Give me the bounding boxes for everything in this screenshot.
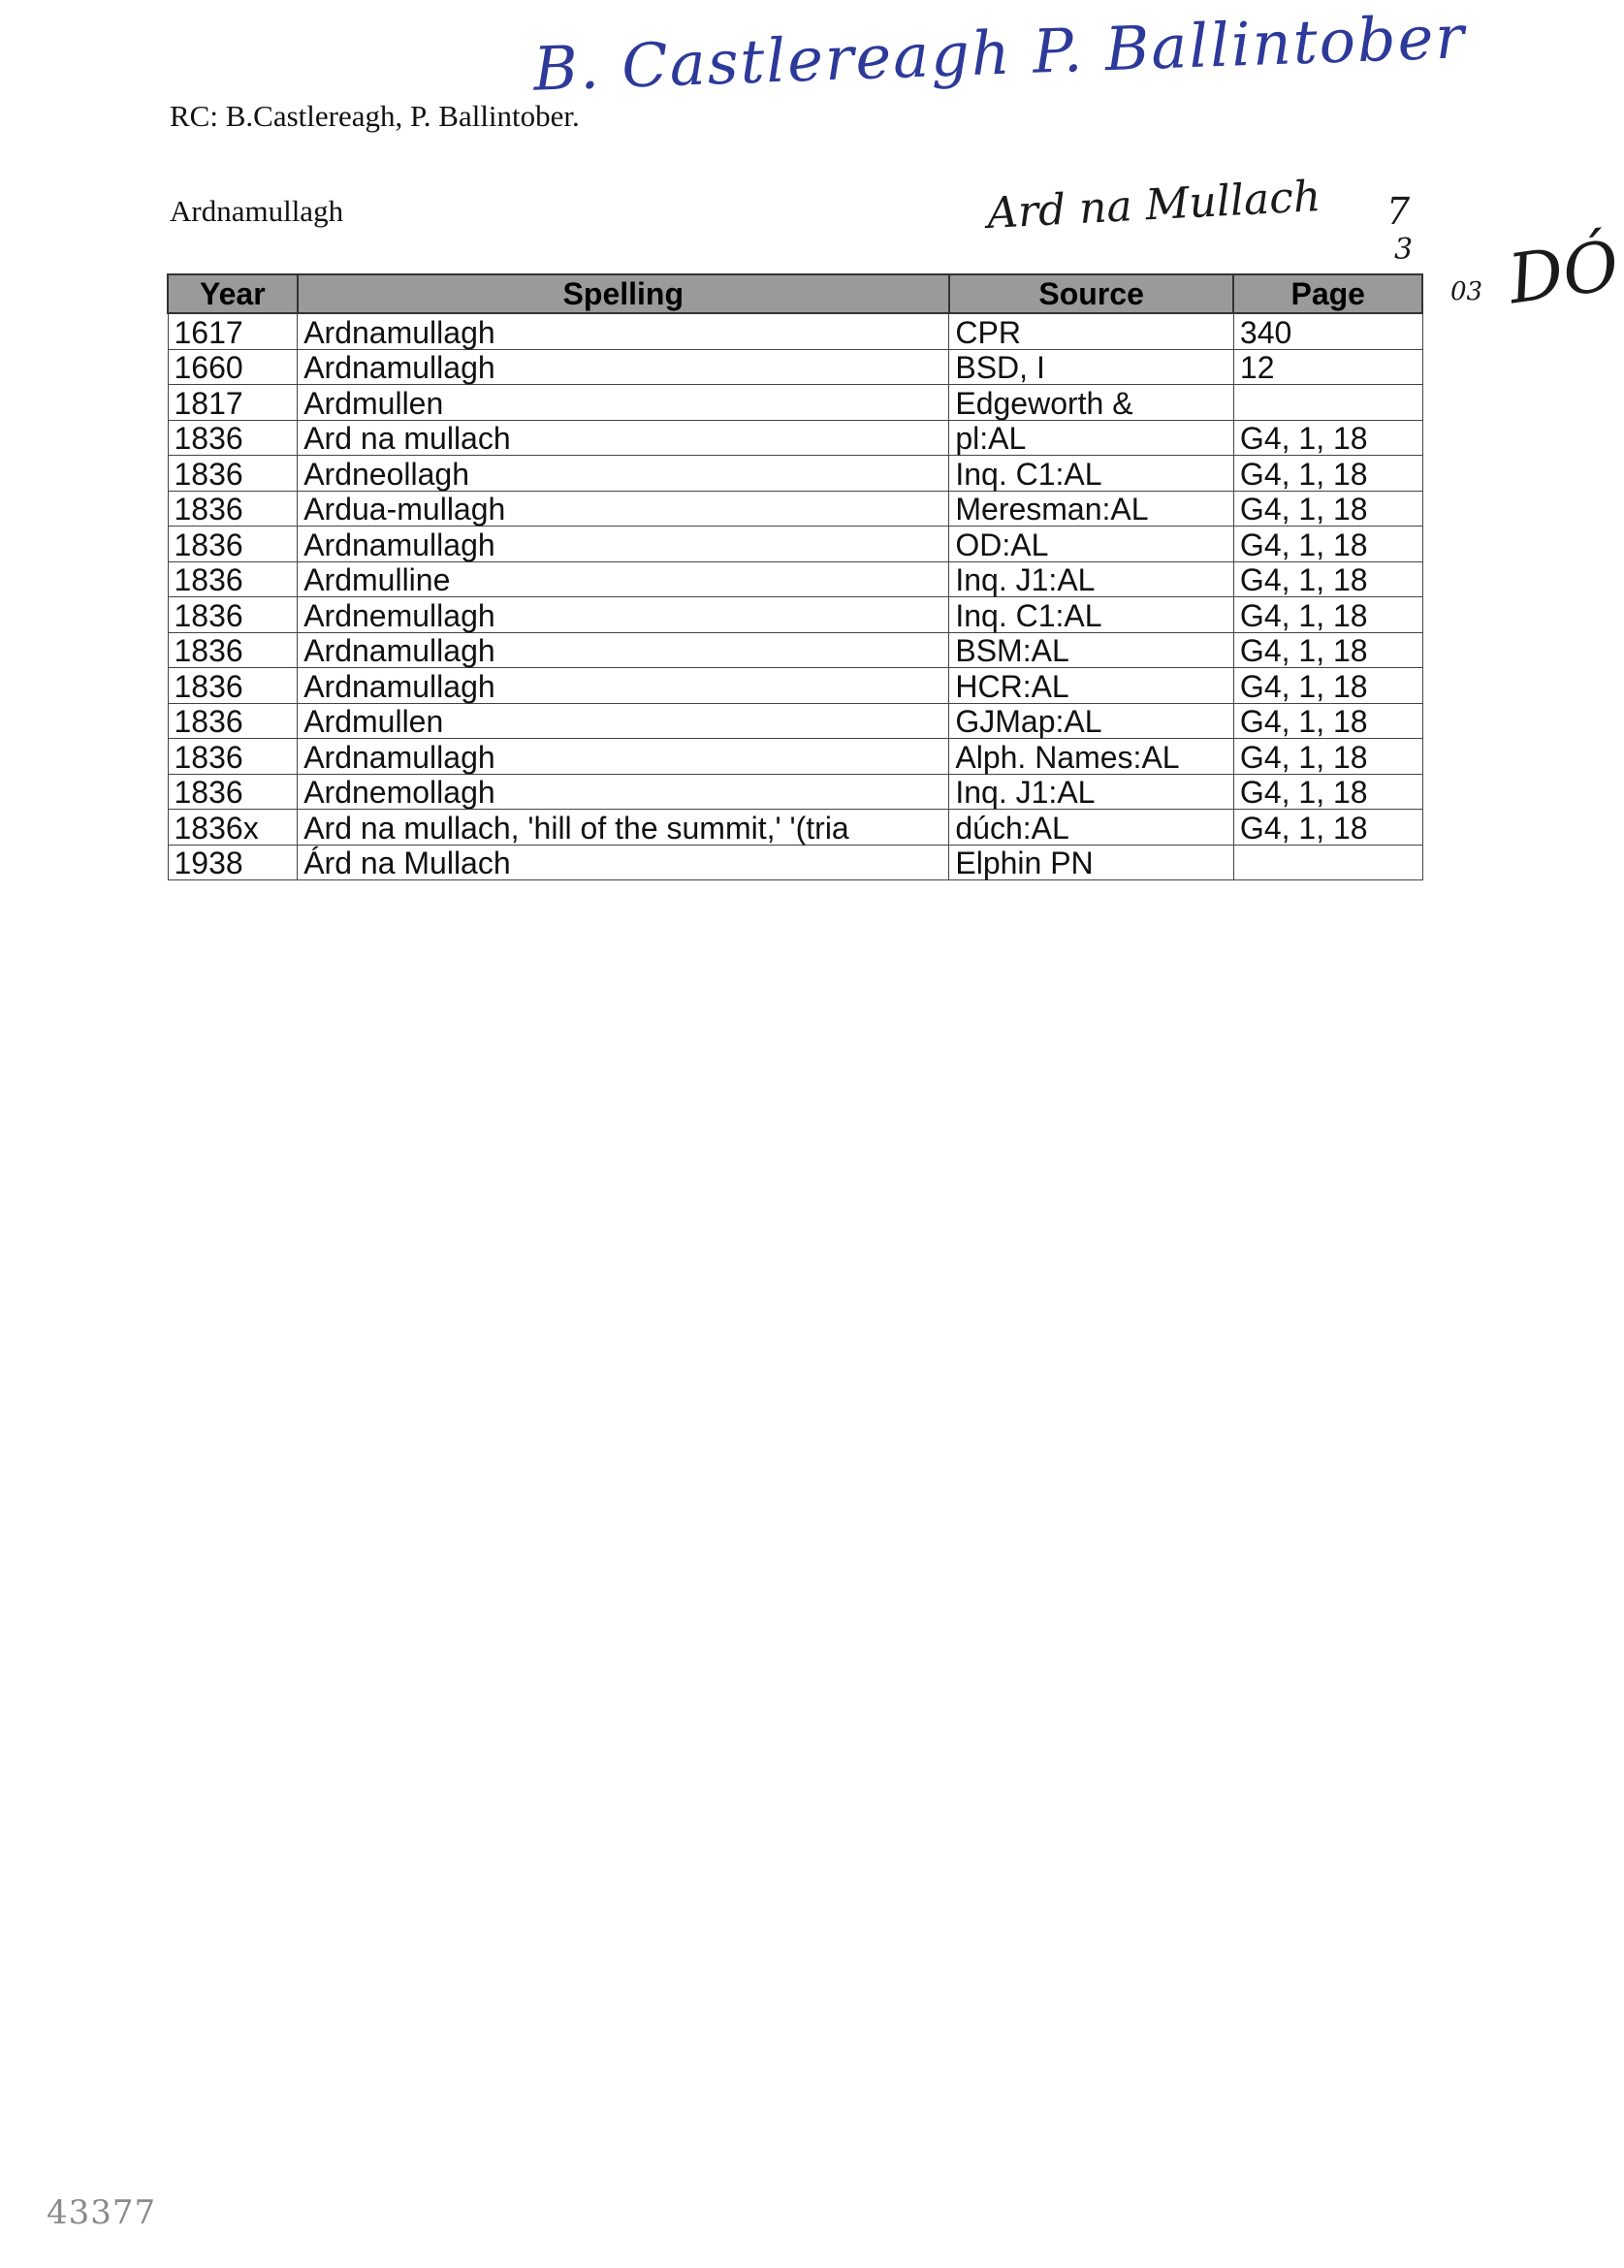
cell-page: G4, 1, 18 [1233, 632, 1422, 668]
townland-name: Ardnamullagh [170, 194, 344, 228]
cell-source: Meresman:AL [949, 491, 1234, 527]
cell-page: 12 [1233, 349, 1422, 385]
cell-page [1233, 385, 1422, 421]
table-row [168, 597, 1422, 633]
table-header-row [168, 274, 1422, 313]
column-header-year: Year [168, 274, 298, 313]
column-header-source: Source [949, 274, 1234, 313]
cell-year: 1836 [168, 420, 298, 456]
cell-spelling: Ardmullen [298, 385, 949, 421]
cell-spelling: Ardneollagh [298, 456, 949, 492]
table-row [168, 349, 1422, 385]
cell-year: 1836 [168, 668, 298, 704]
cell-page: G4, 1, 18 [1233, 491, 1422, 527]
table-row [168, 420, 1422, 456]
cell-spelling: Ard na mullach, 'hill of the summit,' '(tria [298, 810, 949, 846]
cell-spelling: Ardnamullagh [298, 313, 949, 349]
reference-line: RC: B.Castlereagh, P. Ballintober. [170, 99, 580, 133]
cell-source: GJMap:AL [949, 703, 1234, 739]
table-row [168, 385, 1422, 421]
cell-source: Inq. C1:AL [949, 456, 1234, 492]
table-row [168, 703, 1422, 739]
column-header-spelling: Spelling [298, 274, 949, 313]
spelling-table [167, 273, 1423, 880]
cell-source: CPR [949, 313, 1234, 349]
table-row [168, 456, 1422, 492]
cell-spelling: Ardnamullagh [298, 527, 949, 562]
table-row [168, 845, 1422, 880]
cell-page: G4, 1, 18 [1233, 456, 1422, 492]
cell-spelling: Ardmulline [298, 561, 949, 597]
cell-year: 1938 [168, 845, 298, 880]
table-row [168, 774, 1422, 810]
cell-spelling: Ardnamullagh [298, 668, 949, 704]
cell-spelling: Ardnemollagh [298, 774, 949, 810]
table-row [168, 739, 1422, 775]
cell-year: 1836 [168, 597, 298, 633]
cell-year: 1836 [168, 491, 298, 527]
cell-source: Alph. Names:AL [949, 739, 1234, 775]
cell-spelling: Ardnamullagh [298, 349, 949, 385]
cell-year: 1836 [168, 774, 298, 810]
table-row [168, 491, 1422, 527]
handwritten-date-year: 03 [1450, 277, 1483, 306]
cell-spelling: Ardnamullagh [298, 739, 949, 775]
archive-number: 43377 [47, 2193, 157, 2232]
cell-page: G4, 1, 18 [1233, 561, 1422, 597]
cell-page: G4, 1, 18 [1233, 420, 1422, 456]
handwritten-initials: DÓ [1503, 225, 1624, 320]
cell-year: 1836 [168, 632, 298, 668]
cell-year: 1660 [168, 349, 298, 385]
table-row [168, 313, 1422, 349]
cell-year: 1836 [168, 561, 298, 597]
cell-page: G4, 1, 18 [1233, 668, 1422, 704]
handwritten-date-day: 7 [1386, 190, 1411, 233]
handwritten-date-month: 3 [1394, 233, 1414, 267]
cell-source: Inq. J1:AL [949, 774, 1234, 810]
cell-source: Elphin PN [949, 845, 1234, 880]
cell-year: 1836 [168, 703, 298, 739]
cell-page: 340 [1233, 313, 1422, 349]
cell-source: BSM:AL [949, 632, 1234, 668]
cell-year: 1836x [168, 810, 298, 846]
cell-page: G4, 1, 18 [1233, 774, 1422, 810]
column-header-page: Page [1233, 274, 1422, 313]
cell-spelling: Árd na Mullach [298, 845, 949, 880]
cell-source: Edgeworth & [949, 385, 1234, 421]
cell-year: 1836 [168, 739, 298, 775]
table-row [168, 527, 1422, 562]
cell-source: Inq. J1:AL [949, 561, 1234, 597]
cell-page: G4, 1, 18 [1233, 703, 1422, 739]
cell-page: G4, 1, 18 [1233, 739, 1422, 775]
cell-source: pl:AL [949, 420, 1234, 456]
cell-page [1233, 845, 1422, 880]
table-body [168, 313, 1422, 880]
cell-year: 1817 [168, 385, 298, 421]
cell-year: 1836 [168, 527, 298, 562]
cell-year: 1836 [168, 456, 298, 492]
cell-source: Inq. C1:AL [949, 597, 1234, 633]
cell-spelling: Ardnamullagh [298, 632, 949, 668]
cell-page: G4, 1, 18 [1233, 527, 1422, 562]
handwritten-header: B. Castlereagh P. Ballintober [532, 1, 1468, 105]
cell-source: OD:AL [949, 527, 1234, 562]
cell-page: G4, 1, 18 [1233, 810, 1422, 846]
table-row [168, 561, 1422, 597]
cell-page: G4, 1, 18 [1233, 597, 1422, 633]
cell-year: 1617 [168, 313, 298, 349]
cell-source: HCR:AL [949, 668, 1234, 704]
cell-spelling: Ardmullen [298, 703, 949, 739]
cell-spelling: Ard na mullach [298, 420, 949, 456]
cell-spelling: Ardnemullagh [298, 597, 949, 633]
table-row [168, 668, 1422, 704]
table-row [168, 810, 1422, 846]
cell-source: BSD, I [949, 349, 1234, 385]
cell-source: dúch:AL [949, 810, 1234, 846]
cell-spelling: Ardua-mullagh [298, 491, 949, 527]
handwritten-irish-name: Ard na Mullach [985, 172, 1322, 239]
table-row [168, 632, 1422, 668]
